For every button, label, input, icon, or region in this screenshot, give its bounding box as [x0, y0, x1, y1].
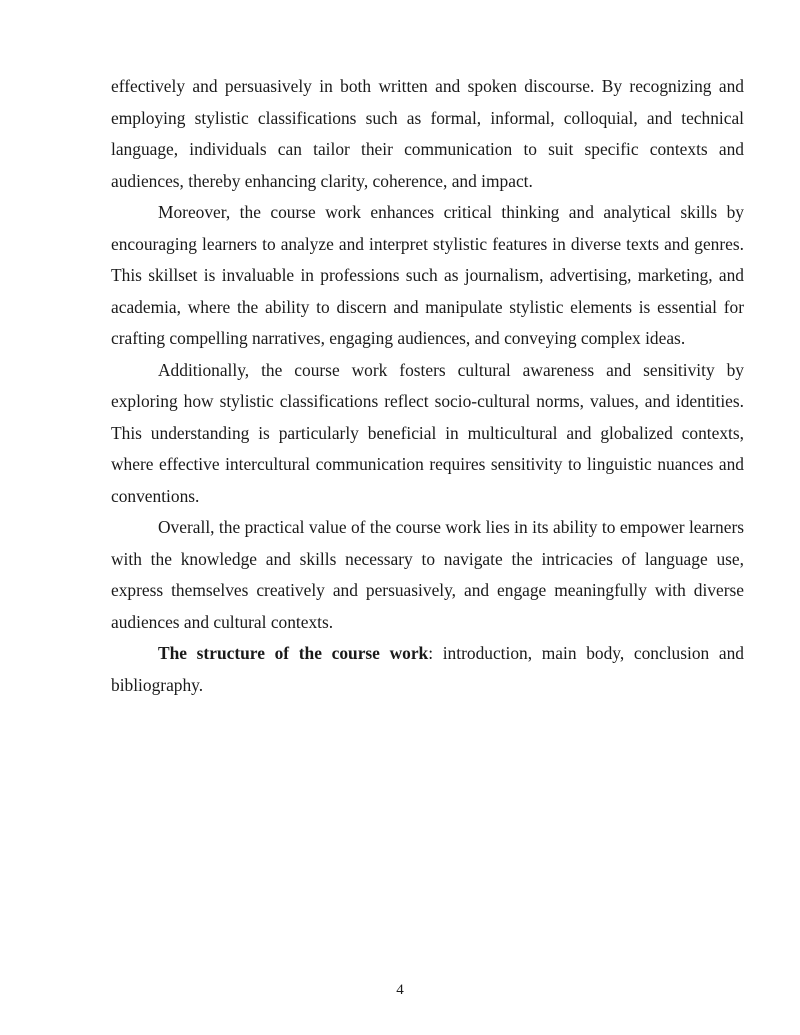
body-text: [111, 71, 744, 701]
structure-text: : introduction, main body, conclusion and bibliography.: [111, 643, 744, 695]
page-number: 4: [396, 982, 404, 998]
paragraph-practical-value: Overall, the practical value of the course work lies in its ability to empower learners with the knowledge and skills necessary to navigate the intricacies of language use, express themselves creatively and persuasively, and engage meaningfully with diverse audiences and cultural contexts.: [111, 517, 744, 632]
paragraph-critical-thinking: Moreover, the course work enhances critical thinking and analytical skills by encouraging learners to analyze and interpret stylistic features in diverse texts and genres. This skillset is invaluable in professions such as journalism, advertising, marketing, and academia, where the ability to discern and manipulate stylistic elements is essential for crafting compelling narratives, engaging audiences, and conveying complex ideas.: [111, 202, 744, 348]
structure-heading: The structure of the course work: [158, 643, 429, 663]
paragraph-continuation: effectively and persuasively in both written and spoken discourse. By recognizing and employing stylistic classifications such as formal, informal, colloquial, and technical language, individuals can tailor their communication to suit specific contexts and audiences, thereby enhancing clarity, coherence, and impact.: [111, 76, 744, 191]
paragraph-cultural-awareness: Additionally, the course work fosters cultural awareness and sensitivity by exploring how stylistic classifications reflect socio-cultural norms, values, and identities. This understanding is particularly beneficial in multicultural and globalized contexts, where effective intercultural communication requires sensitivity to linguistic nuances and conventions.: [111, 359, 744, 506]
paragraph-structure: [111, 638, 744, 701]
